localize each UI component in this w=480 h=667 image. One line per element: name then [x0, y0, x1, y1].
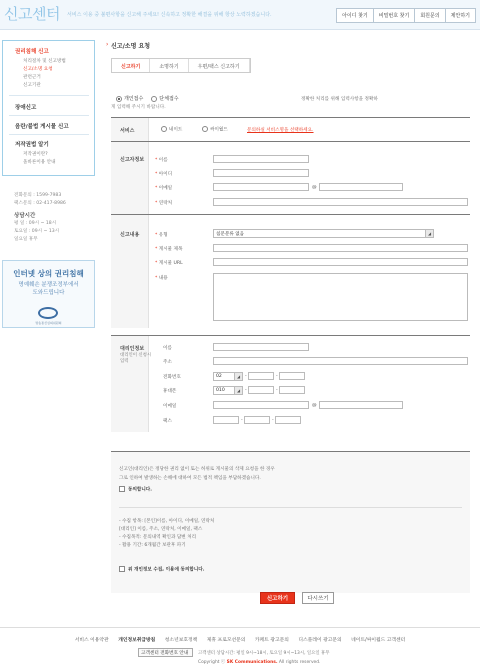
footer-link-display-ad[interactable]: 디스플레이 광고문의	[298, 638, 342, 643]
find-password-link[interactable]: 비밀번호 찾기	[373, 8, 416, 23]
phone-number: 전화문의 : 1599-7983	[14, 193, 62, 198]
nate-label: 네이트	[169, 127, 183, 133]
agent-phone-label: 전화번호	[163, 375, 181, 380]
chevron-down-icon: ◢	[234, 387, 242, 394]
reporter-label: 신고자정보	[120, 157, 145, 163]
sidebar-item-copyright[interactable]: 저작권법 알기	[15, 142, 49, 148]
tab-report[interactable]: 신고하기	[112, 59, 150, 72]
agent-mobile-end-input[interactable]	[279, 386, 305, 394]
footer-hours: 고객센터 상담시간: 평일 9시~18시, 토요일 9시~13시, 일요일 휴무	[198, 651, 330, 656]
agent-name-label: 이름	[163, 346, 172, 351]
phone-prefix-value: 02	[216, 374, 222, 379]
agent-sublabel-1: 대리인이 신청시	[120, 353, 152, 358]
footer-links	[0, 636, 480, 643]
mobile-prefix-value: 010	[216, 388, 225, 393]
reporter-id-input[interactable]	[213, 169, 309, 177]
reporter-email-label: * 이메일	[155, 186, 173, 191]
post-title-input[interactable]	[213, 244, 468, 252]
dash: -	[272, 418, 274, 423]
reporter-email-domain-input[interactable]	[319, 183, 403, 191]
terms-section	[111, 451, 470, 593]
header-tagline: 서비스 이용 중 불편사항을 신고해 주세요! 신속하고 정확한 해결을 위해 항상 노력하겠습니다.	[67, 12, 272, 18]
content-label: 신고내용	[120, 232, 140, 238]
agent-phone-prefix-select[interactable]	[213, 372, 243, 381]
footer	[0, 627, 480, 667]
sidebar-item-illegal-post-report[interactable]: 음란/불법 게시물 신고	[15, 124, 69, 130]
customer-phone-select[interactable]: 고객센터 전화번호 안내	[138, 648, 193, 657]
content-type-value: 침문분류 없음	[216, 232, 245, 237]
agent-section	[111, 335, 470, 432]
sidebar-subitem-report-request[interactable]: 신고/소명 요청	[23, 67, 53, 72]
agent-address-label: 주소	[163, 360, 172, 365]
sidebar-subitem-what-is-copyright[interactable]: 저작권이란?	[23, 152, 48, 157]
page-title: 신고/소명 요청	[111, 43, 151, 50]
agent-fax-1-input[interactable]	[213, 416, 239, 424]
reporter-name-label: * 이름	[155, 158, 168, 163]
agree-privacy[interactable]	[119, 566, 204, 573]
radio-personal[interactable]	[116, 96, 122, 102]
sidebar-item-failure-report[interactable]: 장애신고	[15, 105, 37, 111]
radio-nate[interactable]	[161, 126, 167, 132]
find-id-link[interactable]: 아이디 찾기	[336, 8, 374, 23]
reporter-phone-input[interactable]	[213, 198, 468, 206]
sidebar-subitem-legal-basis[interactable]: 관련근거	[23, 75, 41, 80]
sidebar-subitem-proper-use[interactable]: 올바른이용 안내	[23, 160, 56, 165]
applicant-type	[116, 95, 179, 102]
agent-email-label: 이메일	[163, 404, 177, 409]
hours-sunday: 일요일 휴무	[14, 237, 38, 242]
radio-group-label: 단체접수	[159, 96, 179, 102]
suggestion-link[interactable]: 제안하기	[445, 8, 476, 23]
agree-privacy-checkbox[interactable]	[119, 566, 125, 572]
agent-mobile-mid-input[interactable]	[248, 386, 274, 394]
member-inquiry-link[interactable]: 회원문의	[414, 8, 445, 23]
dash: -	[276, 388, 278, 393]
privacy-item-4: - 활용 기간: 6개월간 보관후 파기	[119, 543, 186, 548]
footer-link-terms[interactable]: 서비스 이용약관	[74, 638, 109, 643]
reporter-email-id-input[interactable]	[213, 183, 309, 191]
agent-address-input[interactable]	[213, 357, 468, 365]
banner-line-2: 도와드립니다	[32, 290, 65, 296]
email-at-sign: @	[312, 403, 317, 408]
title-bullet-icon: ›	[106, 41, 109, 48]
header	[0, 0, 480, 30]
post-url-input[interactable]	[213, 258, 468, 266]
banner-title: 인터넷 상의 권리침해	[13, 269, 84, 278]
chevron-down-icon: ◢	[425, 230, 433, 237]
agent-sublabel-2: 입력	[120, 359, 129, 364]
agent-email-domain-input[interactable]	[319, 401, 403, 409]
post-url-label: * 게시물 URL	[155, 261, 183, 266]
banner-org: 방송통신심의위원회	[35, 321, 62, 325]
section-label-bg	[111, 142, 149, 214]
privacy-item-2: [대리인] 이름, 주소, 연락처, 이메일, 팩스	[119, 527, 203, 532]
banner-text	[3, 281, 94, 297]
hours-weekday: 평 일 : 09시 ~ 18시	[14, 221, 57, 226]
site-logo[interactable]: 신고센터	[4, 5, 60, 23]
service-label: 서비스	[120, 128, 135, 134]
reporter-section	[111, 141, 470, 214]
footer-link-customer-center[interactable]: 네이트/싸이월드 고객센터	[351, 638, 406, 643]
email-at-sign: @	[312, 185, 317, 190]
content-section	[111, 214, 470, 328]
radio-cyworld[interactable]	[202, 126, 208, 132]
sidebar-nav	[2, 40, 95, 176]
agent-phone-end-input[interactable]	[279, 372, 305, 380]
service-section	[111, 117, 470, 141]
dash: -	[241, 418, 243, 423]
agent-mobile-label: 휴대폰	[163, 389, 177, 394]
agree-privacy-label: 위 개인정보 수집, 이용에 동의합니다.	[128, 567, 205, 573]
hours-title: 상담시간	[14, 213, 36, 219]
chevron-down-icon: ◢	[234, 373, 242, 380]
cyworld-label: 싸이월드	[210, 127, 228, 133]
terms-divider	[119, 507, 462, 508]
sidebar-subitem-procedure[interactable]: 처리절차 및 신고방법	[23, 59, 66, 64]
content-body-label: * 내용	[155, 276, 168, 281]
footer-link-cafe-ad[interactable]: 카페트 광고문의	[254, 638, 289, 643]
dispute-banner[interactable]	[2, 260, 95, 328]
input-note: 정확한 처리를 위해 입력사항을 정확하	[301, 97, 378, 102]
dash: -	[276, 374, 278, 379]
footer-link-youth[interactable]: 청소년보호정책	[164, 638, 198, 643]
agent-fax-2-input[interactable]	[244, 416, 270, 424]
submit-report-button[interactable]: 신고하기	[260, 592, 295, 604]
post-title-label: * 게시물 제목	[155, 247, 183, 252]
tab-explain[interactable]: 소명하기	[150, 59, 188, 72]
top-links	[337, 8, 476, 23]
hours-saturday: 토요일 : 09시 ~ 13시	[14, 229, 60, 234]
terms-text-1: 신고인(대리인)은 정당한 권리 없이 또는 허위로 게시물의 삭제 요청을 한 경우	[119, 467, 275, 472]
sidebar-item-rights-report[interactable]: 권리침해 신고	[15, 49, 49, 55]
content-type-select[interactable]	[213, 229, 434, 238]
agree-responsibility-label: 동의합니다.	[128, 487, 152, 493]
sidebar-subitem-agencies[interactable]: 신고기관	[23, 83, 41, 88]
terms-text-2: 그로 인하여 발생하는 손해에 대하여 모든 법적 책임을 부담하겠습니다.	[119, 476, 261, 481]
reporter-id-label: * 아이디	[155, 172, 173, 177]
footer-link-promotion[interactable]: 제휴 프로모션문의	[206, 638, 246, 643]
sidebar-divider	[9, 95, 89, 96]
agent-email-id-input[interactable]	[213, 401, 309, 409]
copyright: Copyright ⓒ SK Communications. All rights reserved.	[198, 660, 321, 665]
content-type-label: * 유형	[155, 233, 168, 238]
service-option-cyworld[interactable]	[202, 126, 228, 133]
dash: -	[245, 388, 247, 393]
fax-number: 팩스문의 : 02-417-8986	[14, 201, 66, 206]
rewrite-button[interactable]: 다시쓰기	[302, 592, 334, 604]
privacy-item-3: - 수집목적: 문의내역 확인과 답변 처리	[119, 535, 197, 540]
radio-personal-label: 개인접수	[124, 96, 144, 102]
agent-phone-mid-input[interactable]	[248, 372, 274, 380]
privacy-item-1: - 수집 항목: [본인]이름, 아이디, 이메일, 연락처	[119, 519, 215, 524]
input-note-cont: 게 입력해 주시기 바랍니다.	[111, 105, 166, 110]
sidebar-divider	[9, 134, 89, 135]
agent-label: 대리인정보	[120, 346, 145, 352]
radio-group[interactable]	[151, 96, 157, 102]
agent-fax-3-input[interactable]	[275, 416, 301, 424]
agent-name-input[interactable]	[213, 343, 309, 351]
footer-link-privacy[interactable]: 개인정보취급방침	[118, 638, 156, 643]
select-service-link[interactable]: 문의하실 서비스명을 선택하세요.	[247, 128, 314, 133]
agent-mobile-prefix-select[interactable]	[213, 386, 243, 395]
agent-fax-label: 팩스	[163, 419, 172, 424]
reporter-phone-label: * 연락처	[155, 201, 173, 206]
agree-responsibility-checkbox[interactable]	[119, 486, 125, 492]
tab-mail-fax[interactable]: 우편/팩스 신고하기	[189, 59, 250, 72]
service-option-nate[interactable]	[161, 126, 182, 133]
content-body-textarea[interactable]	[213, 273, 468, 321]
agree-responsibility[interactable]	[119, 486, 152, 493]
sidebar-divider	[9, 115, 89, 116]
banner-line-1: 명예훼손 분쟁조정부에서	[18, 282, 79, 288]
emblem-icon	[38, 307, 58, 319]
report-tabs	[111, 58, 251, 73]
dash: -	[245, 374, 247, 379]
reporter-name-input[interactable]	[213, 155, 309, 163]
